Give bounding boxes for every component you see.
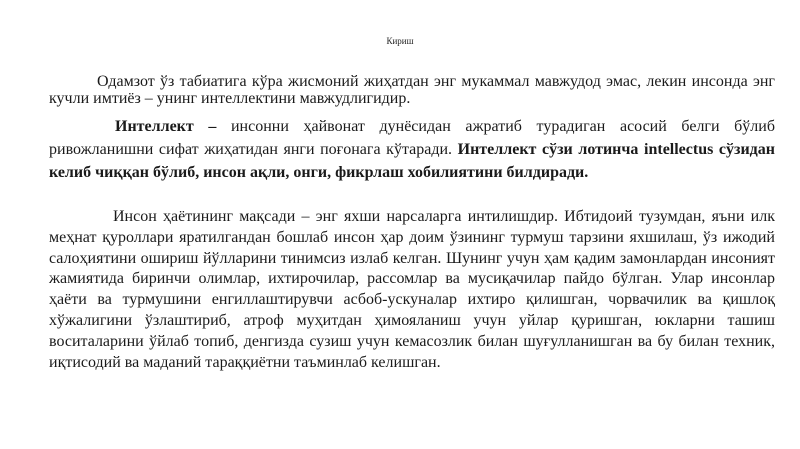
paragraph-intellect-definition (49, 115, 775, 184)
definition-text: инсонни ҳайвонат дунёсидан ажратиб турадиган асосий белги бўлиб ривожланишни сифат жиҳатидан янги поғонага кўтаради. (49, 118, 775, 158)
paragraph-intro: Одамзот ўз табиатига кўра жисмоний жиҳатдан энг мукаммал мавжудод эмас, лекин инсонда энг кучли имтиёз – унинг интеллектини мавжудлигидир. (49, 73, 775, 107)
term-intellect: Интеллект – (115, 118, 217, 135)
etymology-text: Интеллект сўзи лотинча intellectus сўзидан келиб чиққан бўлиб, инсон ақли, онги, фикрлаш хобилиятини билдиради. (49, 141, 775, 181)
page-heading: Кириш (386, 36, 414, 46)
paragraph-human-purpose: Инсон ҳаётининг мақсади – энг яхши нарсаларга интилишдир. Ибтидоий тузумдан, яъни илк меҳнат қуроллари яратилгандан бошлаб инсон ҳар доим ўзининг турмуш тарзини яхшилаш, ўз ижодий салоҳиятини ошириш йўлларини тинимсиз излаб келган. Шунинг учун ҳам қадим замонлардан инсоният жамиятида биринчи олимлар, ихтирочилар, рассомлар ва мусиқачилар пайдо бўлган. Улар инсонлар ҳаёти ва турмушини енгиллаштирувчи асбоб-ускуналар ихтиро қилишган, чорвачилик ва қишлоқ хўжалигини ўзлаштириб, атроф муҳитдан ҳимояланиш учун уйлар қуришган, юкларни ташиш воситаларини ўйлаб топиб, денгизда сузиш учун кемасозлик билан шуғулланишган ва бу билан техник, иқтисодий ва маданий тараққиётни таъминлаб келишган. (49, 208, 775, 371)
